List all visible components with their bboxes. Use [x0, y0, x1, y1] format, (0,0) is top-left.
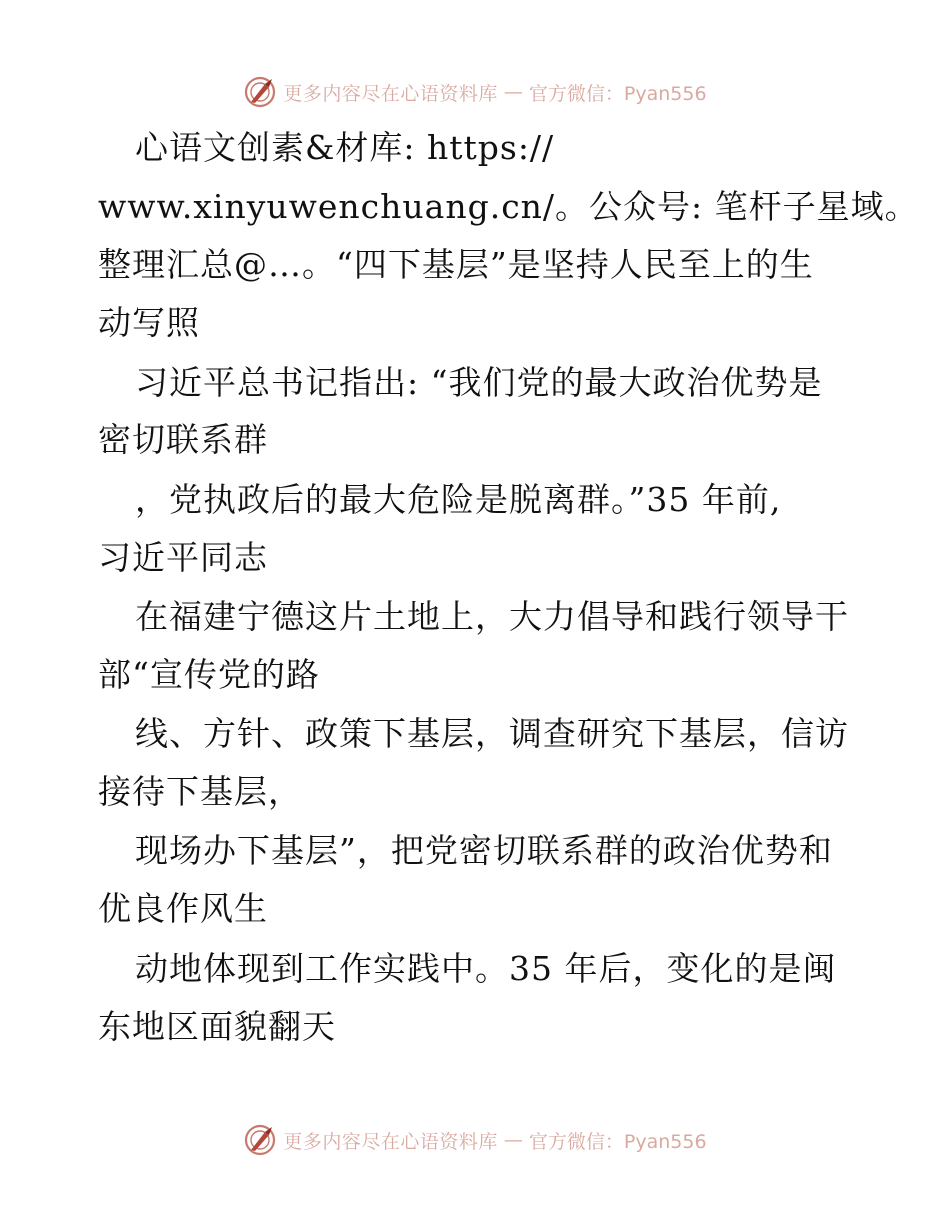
text-line: 动地体现到工作实践中。35 年后，变化的是闽: [135, 949, 837, 988]
footer-watermark-text: 更多内容尽在心语资料库: [283, 1130, 498, 1153]
text-line: 部“宣传党的路: [98, 655, 320, 694]
header-watermark-contact: 官方微信：Pyan556: [528, 82, 707, 105]
quill-logo-icon: [243, 75, 277, 109]
text-line: www.xinyuwenchuang.cn/。公众号: 笔杆子星域。: [98, 187, 919, 226]
quill-logo-icon: [243, 1123, 277, 1157]
header-watermark-text: 更多内容尽在心语资料库: [283, 82, 498, 105]
text-line: 在福建宁德这片土地上，大力倡导和践行领导干: [135, 597, 849, 636]
text-line: 现场办下基层”，把党密切联系群的政治优势和: [135, 831, 833, 870]
text-line: 整理汇总@…。“四下基层”是坚持人民至上的生: [98, 245, 814, 284]
header-watermark: [0, 72, 950, 112]
footer-watermark: [0, 1120, 950, 1160]
footer-watermark-separator: —: [503, 1129, 523, 1151]
text-line: ，党执政后的最大危险是脱离群。”35 年前,: [135, 480, 782, 519]
text-line: 习近平同志: [98, 538, 268, 577]
text-line: 东地区面貌翻天: [98, 1007, 336, 1046]
text-line: 优良作风生: [98, 889, 268, 928]
header-watermark-separator: —: [503, 81, 523, 103]
text-line: 动写照: [98, 303, 200, 342]
footer-watermark-contact: 官方微信：Pyan556: [528, 1130, 707, 1153]
text-line: 习近平总书记指出: “我们党的最大政治优势是: [135, 363, 823, 402]
text-line: 心语文创素&材库: https://: [135, 128, 555, 167]
text-line: 接待下基层，: [98, 772, 302, 811]
text-line: 密切联系群: [98, 420, 268, 459]
text-line: 线、方针、政策下基层，调查研究下基层，信访: [135, 714, 849, 753]
